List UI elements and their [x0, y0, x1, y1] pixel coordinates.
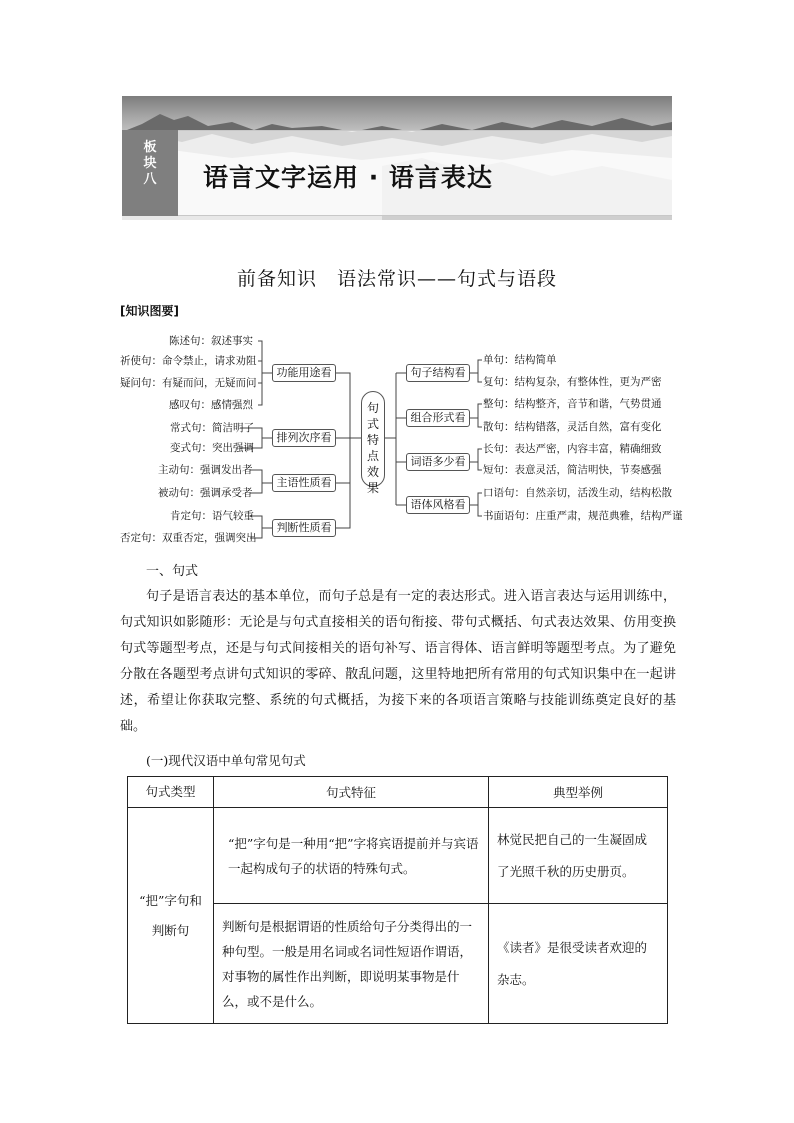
chapter-title: 语言文字运用 · 语言表达 [203, 163, 493, 192]
sentence-pattern-table [127, 776, 668, 1024]
table-cell-example: 《读者》是很受读者欢迎的杂志。 [489, 904, 668, 1024]
map-center-node: 句式特点效果 [361, 391, 385, 487]
map-box-order: 排列次序看 [272, 429, 336, 447]
map-box-structure: 句子结构看 [406, 364, 470, 382]
map-item-colloquial: 口语句：自然亲切，活泼生动，结构松散 [483, 487, 672, 499]
map-item-normal-order: 常式句：简洁明了 [170, 422, 254, 434]
map-box-word-count: 词语多少看 [406, 453, 470, 471]
table-header-type: 句式类型 [128, 777, 214, 808]
map-item-complex-sentence: 复句：结构复杂，有整体性，更为严密 [483, 376, 662, 388]
map-box-subject: 主语性质看 [272, 474, 336, 492]
map-item-imperative: 祈使句：命令禁止，请求劝阻 [120, 355, 257, 367]
knowledge-map-label: [知识图要] [120, 304, 179, 318]
section-title: 前备知识 语法常识——句式与语段 [236, 268, 557, 290]
heading-sentence-patterns: 一、句式 [146, 564, 199, 579]
map-item-long-sentence: 长句：表达严密，内容丰富，精确细致 [483, 443, 662, 455]
table-cell-type: “把”字句和判断句 [128, 808, 214, 1024]
table-cell-feature: “把”字句是一种用“把”字将宾语提前并与宾语一起构成句子的状语的特殊句式。 [214, 808, 489, 904]
table-cell-feature: 判断句是根据谓语的性质给句子分类得出的一种句型。一般是用名词或名词性短语作谓语，对事物的属性作出判断，即说明某事物是什么，或不是什么。 [214, 904, 489, 1024]
map-box-judgement: 判断性质看 [272, 519, 336, 537]
map-item-active: 主动句：强调发出者 [158, 464, 253, 476]
map-item-short-sentence: 短句：表意灵活，简洁明快，节奏感强 [483, 464, 662, 476]
map-item-passive: 被动句：强调承受者 [158, 487, 253, 499]
table-cell-example: 林觉民把自己的一生凝固成了光照千秋的历史册页。 [489, 808, 668, 904]
map-item-loose-sentence: 散句：结构错落，灵活自然，富有变化 [483, 421, 662, 433]
table-header-feature: 句式特征 [214, 777, 489, 808]
map-item-interrogative: 疑问句：有疑而问，无疑而问 [120, 377, 257, 389]
table-header-row [128, 777, 668, 808]
map-item-negative: 否定句：双重否定，强调突出 [120, 532, 257, 544]
map-item-parallel-sentence: 整句：结构整齐，音节和谐，气势贯通 [483, 398, 662, 410]
map-item-inverted-order: 变式句：突出强调 [170, 442, 254, 454]
map-item-declarative: 陈述句：叙述事实 [169, 335, 253, 347]
mind-map-connectors [0, 0, 794, 560]
intro-paragraph: 句子是语言表达的基本单位，而句子总是有一定的表达形式。进入语言表达与运用训练中，句式知识如影随形：无论是与句式直接相关的语句衔接、带句式概括、句式表达效果、仿用变换句式等题型考点，还是与句式间接相关的语句补写、语言得体、语言鲜明等题型考点。为了避免分散在各题型考点讲句式知识的零碎、散乱问题，这里特地把所有常用的句式知识集中在一起讲述，希望让你获取完整、系统的句式概括，为接下来的各项语言策略与技能训练奠定良好的基础。 [120, 589, 676, 734]
table-row [128, 808, 668, 904]
map-box-function: 功能用途看 [272, 364, 336, 382]
heading-common-patterns: (一)现代汉语中单句常见句式 [146, 753, 306, 768]
block-tag-label: 板块八 [143, 140, 157, 187]
map-item-affirmative: 肯定句：语气较重 [170, 510, 254, 522]
map-item-exclamatory: 感叹句：感情强烈 [169, 399, 253, 411]
table-header-example: 典型举例 [489, 777, 668, 808]
map-item-simple-sentence: 单句：结构简单 [483, 354, 557, 366]
map-box-style: 语体风格看 [406, 496, 470, 514]
map-item-written: 书面语句：庄重严肃，规范典雅，结构严谨 [483, 510, 683, 522]
map-box-combination: 组合形式看 [406, 409, 470, 427]
